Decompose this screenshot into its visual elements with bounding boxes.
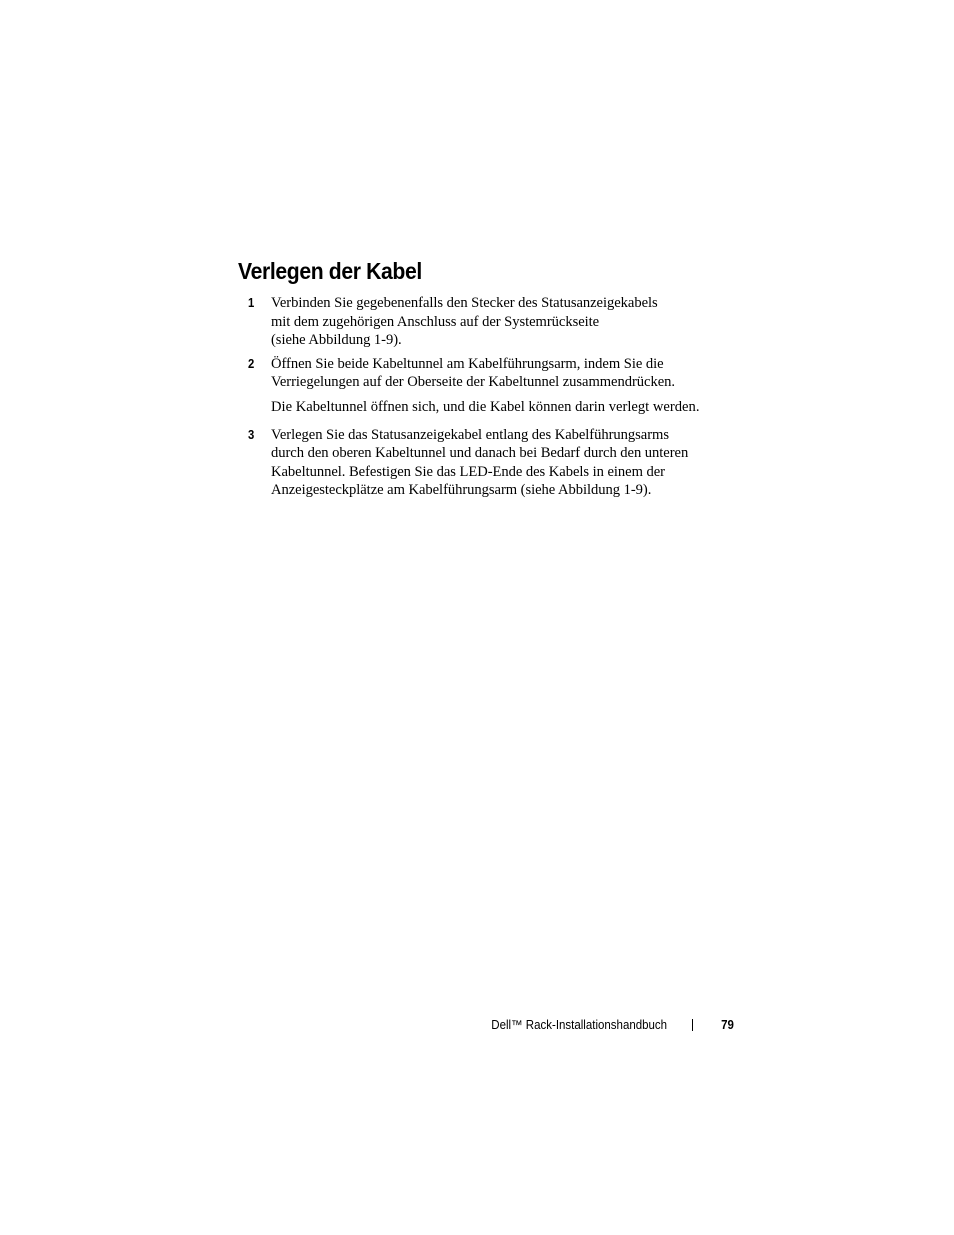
- step-text-line: Verbinden Sie gegebenenfalls den Stecker des Statusanzeigekabels: [271, 295, 658, 311]
- section-heading: Verlegen der Kabel: [238, 258, 422, 284]
- step-number: 3: [248, 427, 255, 442]
- page-footer: [0, 1015, 954, 1035]
- step-3: [246, 426, 736, 500]
- step-text-line: durch den oberen Kabeltunnel und danach bei Bedarf durch den unteren: [271, 445, 689, 462]
- step-text-line: Öffnen Sie beide Kabeltunnel am Kabelführungsarm, indem Sie die: [271, 355, 664, 372]
- step-2: [246, 355, 736, 417]
- step-text: [271, 426, 736, 500]
- step-text: [271, 355, 736, 392]
- footer-document-title: Dell™ Rack-Installationshandbuch: [491, 1018, 667, 1032]
- step-result-note: Die Kabeltunnel öffnen sich, und die Kabel können darin verlegt werden.: [271, 398, 700, 415]
- step-text-line: (siehe Abbildung 1-9).: [271, 332, 402, 349]
- step-number: 1: [248, 296, 255, 310]
- step-text-line: Anzeigesteckplätze am Kabelführungsarm (siehe Abbildung 1-9).: [271, 482, 652, 499]
- footer-separator: [692, 1019, 693, 1031]
- step-number: 2: [248, 356, 255, 371]
- step-text-line: Verlegen Sie das Statusanzeigekabel entlang des Kabelführungsarms: [271, 426, 669, 443]
- step-text-line: mit dem zugehörigen Anschluss auf der Systemrückseite: [271, 313, 600, 330]
- step-text: [271, 294, 736, 350]
- page-number: 79: [721, 1018, 734, 1032]
- step-text-line: Verriegelungen auf der Oberseite der Kabeltunnel zusammendrücken.: [271, 374, 675, 391]
- procedure-steps: [246, 294, 736, 500]
- step-text-line: Kabeltunnel. Befestigen Sie das LED-Ende des Kabels in einem der: [271, 463, 665, 480]
- step-1: [246, 294, 736, 350]
